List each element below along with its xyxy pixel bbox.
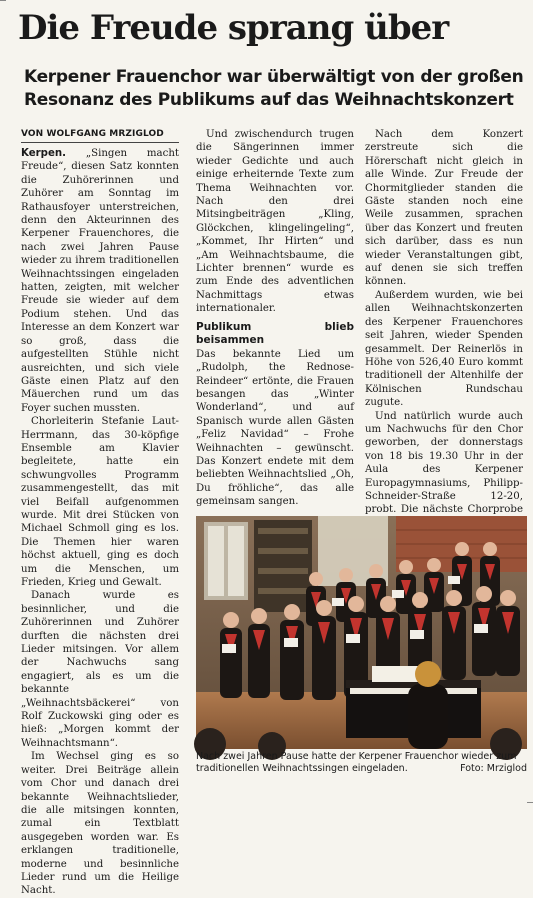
article-paragraph-6: Das bekannte Lied um „Rudolph, the Rednose-Reindeer“ ertönte, die Frauen besangen das „Winter Wonderland“, und auf Spanisch wurde allen Gästen „Feliz Navidad“ – Frohe Weihnachten – gewünscht. Das Konzert endete mit dem beliebten Weihnachtslied „Oh, Du fröhliche“, das alle gemeinsam sangen. xyxy=(196,348,354,508)
article-column-3 xyxy=(365,128,523,516)
caption-text: Nach zwei Jahren Pause hatte der Kerpener Frauenchor wieder zum traditionellen Weihnachtssingen eingeladen. xyxy=(196,751,517,774)
byline: VON WOLFGANG MRZIGLOD xyxy=(21,129,164,139)
article-paragraph-8: Außerdem wurden, wie bei allen Weihnachtskonzerten des Kerpener Frauenchores seit Jahren, wieder Spenden gesammelt. Der Reinerlös in Höhe von 526,40 Euro kommt traditionell der Altenhilfe der Kölnischen Rundschau zugute. xyxy=(365,289,523,409)
photo-caption xyxy=(196,751,527,775)
subheadline: Kerpener Frauenchor war überwältigt von der großen Resonanz des Publikums auf das Weihnachtskonzert xyxy=(24,67,524,110)
subhead: Publikum blieb beisammen xyxy=(196,320,354,346)
article-paragraph-7: Nach dem Konzert zerstreute sich die Hörerschaft nicht gleich in alle Winde. Zur Freude der Chormitglieder standen die Gäste standen noch eine Weile zusammen, sprachen über das Konzert und freuten sich darüber, dass es nun wieder Veranstaltungen gibt, auf denen sie sich treffen können. xyxy=(365,129,523,288)
article-paragraph-9: Und natürlich wurde auch um Nachwuchs für den Chor geworben, der donnerstags von 18 bis 19.30 Uhr in der Aula des Kerpener Europagymnasiums, Philipp-Schneider-Straße 12-20, probt. Die nächste Chorprobe xyxy=(365,410,523,516)
choir-photo-illustration xyxy=(196,516,527,749)
article-paragraph-5: Und zwischendurch trugen die Sängerinnen immer wieder Gedichte und auch einige erheiternde Texte zum Thema Weihnachten vor. Nach den drei Mitsingbeiträgen „Kling, Glöckchen, klingelingeling“, „Kommet, Ihr Hirten“ und „Am Weihnachtsbaume, die Lichter brennen“ wurde es zum Ende des adventlichen Nachmittags etwas internationaler. xyxy=(196,129,354,315)
byline-rule xyxy=(21,142,179,143)
choir-photo xyxy=(196,516,527,749)
article-column-1 xyxy=(21,128,179,897)
photo-credit: Foto: Mrziglod xyxy=(460,763,527,774)
crop-mark xyxy=(527,802,533,803)
crop-mark xyxy=(0,0,6,1)
article-paragraph-4: Im Wechsel ging es so weiter. Drei Beiträge allein vom Chor und danach drei bekannte Weihnachtslieder, die alle mitsingen konnten, zumal ein Textblatt ausgegeben worden war. Es erklangen traditionelle, moderne und besinnliche Lieder rund um die Heilige Nacht. xyxy=(21,751,179,897)
paragraph-text: „Singen macht Freude“, diesen Satz konnten die Zuhörerinnen und Zuhörer am Sonntag im Rathausfoyer unterstreichen, denn den Akteurinnen des Kerpener Frauenchores, die nach zwei Jahren Pause wieder zu ihrem traditionellen Weihnachtssingen eingeladen hatten, zeigten, mit welcher Freude sie wieder auf dem Podium stehen. Und das Interesse an dem Konzert war so groß, dass die aufgestellten Stühle nicht ausreichten, und sich viele Gäste einen Platz auf den Mäuerchen rund um das Foyer suchen mussten. xyxy=(21,148,179,414)
dateline: Kerpen. xyxy=(21,148,66,159)
article-paragraph-2: Chorleiterin Stefanie Laut-Herrmann, das 30-köpfige Ensemble am Klavier begleitete, hatte ein schwungvolles Programm zusammengestellt, das mit viel Beifall aufgenommen wurde. Mit drei Stücken von Michael Schmoll ging es los. Die Themen hier waren höchst aktuell, ging es doch um die Menschen, um Frieden, Krieg und Gewalt. xyxy=(21,416,179,588)
article-column-2 xyxy=(196,128,354,510)
article-paragraph-3: Danach wurde es besinnlicher, und die Zuhörerinnen und Zuhörer durften die nächsten drei Lieder mitsingen. Vor allem der Nachwuchs sang engagiert, als es um die bekannte „Weihnachtsbäckerei“ von Rolf Zuckowski ging oder es hieß: „Morgen kommt der Weihnachtsmann“. xyxy=(21,590,179,749)
article-paragraph-1 xyxy=(21,147,179,415)
headline: Die Freude sprang über xyxy=(18,8,449,48)
